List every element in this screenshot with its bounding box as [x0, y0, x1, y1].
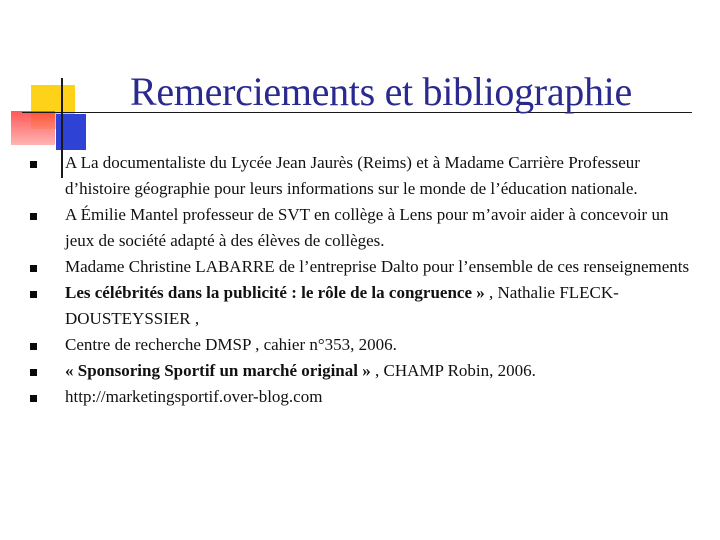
item-text: A La documentaliste du Lycée Jean Jaurès (Reims) et à Madame Carrière Professeur d’histoire géographie pour leurs informations sur le monde de l’éducation nationale. — [65, 153, 640, 198]
bullet-square-icon — [30, 343, 37, 350]
item-bold-title: « Sponsoring Sportif un marché original » — [65, 361, 371, 380]
bullet-square-icon — [30, 369, 37, 376]
bullet-square-icon — [30, 161, 37, 168]
item-link-text: http://marketingsportif.over-blog.com — [65, 387, 323, 406]
item-text: Centre de recherche DMSP , cahier n°353, 2006. — [65, 335, 397, 354]
list-item — [0, 254, 690, 280]
bullet-square-icon — [30, 291, 37, 298]
list-item — [0, 150, 690, 202]
item-text: , Nathalie FLECK-DOUSTEYSSIER , — [65, 283, 619, 328]
item-bold-title: Les célébrités dans la publicité : le rôle de la congruence » — [65, 283, 485, 302]
bullet-square-icon — [30, 395, 37, 402]
list-item — [0, 384, 690, 410]
bullet-list — [0, 150, 700, 410]
item-text: A Émilie Mantel professeur de SVT en collège à Lens pour m’avoir aider à concevoir un jeux de société adapté à des élèves de collèges. — [65, 205, 669, 250]
slide-title: Remerciements et bibliographie — [130, 69, 632, 114]
list-item — [0, 280, 690, 332]
item-text: Madame Christine LABARRE de l’entreprise Dalto pour l’ensemble de ces renseignements — [65, 257, 690, 276]
list-item — [0, 358, 690, 384]
bullet-square-icon — [30, 213, 37, 220]
bullet-square-icon — [30, 265, 37, 272]
list-item — [0, 202, 690, 254]
decor-red-square-fade — [11, 111, 55, 145]
item-text: , CHAMP Robin, 2006. — [370, 361, 536, 380]
list-item — [0, 332, 690, 358]
